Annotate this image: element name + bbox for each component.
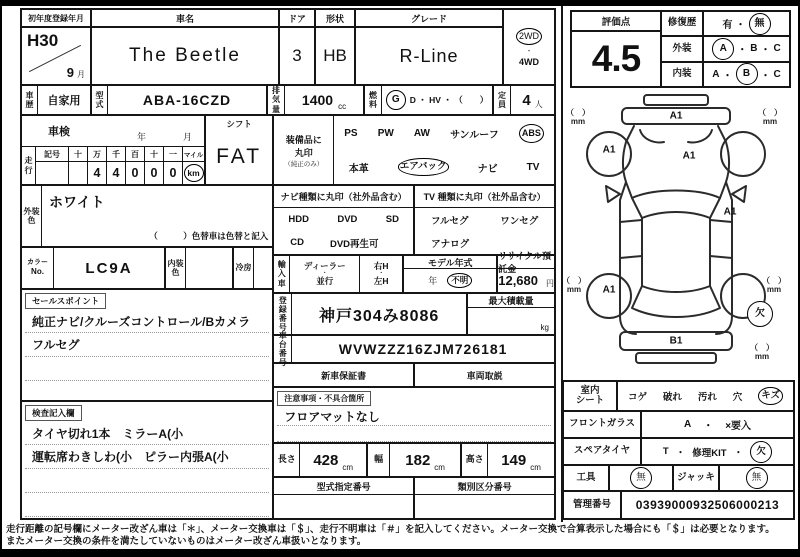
rating-box — [570, 10, 791, 88]
shift-cell — [206, 116, 272, 184]
equipment-label-sub: （純正のみ） — [284, 160, 324, 168]
vehicle-manual: 車両取説 — [466, 370, 503, 381]
warranty-book: 新車保証書 — [274, 364, 415, 386]
sales-point-line-2: フルセグ — [25, 333, 269, 357]
model-year-cell — [404, 256, 498, 292]
dot: ・ — [733, 447, 744, 459]
exterior-grade-row — [662, 37, 789, 62]
type-number-row — [274, 478, 554, 518]
shift-label: シフト — [226, 119, 252, 129]
car-name-label: 車名 — [92, 10, 278, 28]
tv-oneseg: ワンセグ — [500, 215, 539, 227]
score-value: 4.5 — [591, 38, 641, 79]
mileage-digit: 0 — [164, 162, 183, 184]
mm-mark-top-left: （ ） mm — [566, 108, 590, 126]
class-division-value — [415, 495, 554, 518]
shape-cell — [316, 10, 356, 84]
width-value: 182 — [405, 451, 431, 469]
import-dot: ・ — [321, 270, 328, 277]
recycle-unit: 円 — [546, 279, 554, 288]
capacity-cell — [511, 86, 554, 114]
interior-grade-c: C — [773, 68, 781, 80]
capacity-unit: 人 — [534, 100, 543, 109]
management-number-value: 03939000932506000213 — [635, 498, 780, 512]
equip-sunroof: サンルーフ — [450, 129, 499, 141]
shaken-cell — [22, 116, 204, 147]
equip-leather: 本革 — [348, 163, 369, 175]
mileage-col-1: 一 — [164, 147, 183, 161]
caution-block — [274, 388, 554, 444]
door-label: ドア — [280, 10, 314, 28]
dot: ・ — [675, 447, 686, 459]
color-change-note: （ ）色替車は色替と記入 — [149, 231, 269, 241]
drivetrain-cell — [504, 10, 554, 84]
equip-navi: ナビ — [477, 163, 498, 175]
exterior-grade-label: 外装 — [662, 37, 704, 60]
left-column — [22, 116, 274, 518]
mileage-digit — [69, 162, 88, 184]
color-no-label — [22, 248, 54, 288]
model-code-label: 型式 — [92, 86, 108, 114]
interior-condition-table — [562, 380, 795, 520]
displacement-label: 排気量 — [268, 86, 285, 114]
mileage-digit: 0 — [145, 162, 164, 184]
inspection-line-empty — [25, 493, 269, 517]
mm-mark-top-right: （ ） mm — [758, 108, 782, 126]
spare-tire-row — [564, 439, 793, 466]
mileage-col-1k: 千 — [107, 147, 126, 161]
equipment-row-1 — [334, 116, 554, 150]
color-number-row — [22, 248, 272, 290]
dot: ・ — [722, 70, 733, 82]
inspection-notes-block — [22, 402, 272, 518]
mm-mark-mid-left: （ ） mm — [562, 276, 586, 294]
equip-aw: AW — [413, 127, 430, 139]
equipment-label-cell — [274, 116, 334, 184]
sales-point-line-1: 純正ナビ/クルーズコントロール/Bカメラ — [25, 310, 269, 333]
tv-fullseg: フルセグ — [430, 215, 469, 227]
scan-left-edge — [0, 0, 2, 557]
mileage-unit-mile: マイル — [183, 151, 204, 159]
equip-pw: PW — [377, 127, 394, 139]
inspection-line-2: 運転席わきしわ(小 ピラー内張A(小 — [25, 445, 269, 469]
interior-grade-b-circled: B — [736, 63, 758, 85]
car-name-value: The Beetle — [129, 45, 241, 66]
first-registration-cell — [22, 10, 92, 84]
color-no-label-kana: カラー — [27, 259, 48, 267]
interior-grade-label: 内装 — [662, 63, 704, 86]
mark-a1-rear-left-wheel: A1 — [602, 284, 616, 296]
import-handle-cell — [360, 256, 404, 292]
footer-line-1: 走行距離の記号欄にメーター改ざん車は「＊」、メーター交換車は「＄」、走行不明車は「＃」を記入してください。メーター交換で合算表示した場合にも「＄」は必要となります。 — [6, 524, 775, 535]
type-headers-row — [274, 186, 554, 208]
shaken-mileage-block — [22, 116, 272, 186]
length-label: 長さ — [274, 444, 300, 476]
drivetrain-2wd-circled: 2WD — [516, 28, 542, 45]
footer-notes — [6, 524, 796, 548]
documents-row — [274, 364, 554, 388]
payload-unit: kg — [540, 323, 549, 332]
displacement-cell — [285, 86, 365, 114]
mileage-unit-km-circled: km — [184, 164, 204, 182]
length-unit: cm — [342, 463, 354, 472]
door-value: 3 — [292, 46, 302, 65]
drivetrain-dot: ・ — [525, 47, 533, 55]
model-year-label: モデル年式 — [404, 256, 496, 269]
displacement-value: 1400 — [301, 92, 334, 108]
interior-grade-a: A — [712, 68, 720, 80]
spare-repair-kit: 修理KIT — [692, 447, 727, 459]
equipment-row-2 — [334, 150, 554, 184]
mileage-col-100k: 十 — [69, 147, 88, 161]
tv-type-header: TV 種類に丸印（社外品含む） — [423, 192, 546, 202]
mileage-col-symbol: 記号 — [36, 147, 69, 161]
mileage-label: 走行 — [22, 147, 36, 184]
navi-type-header: ナビ種類に丸印（社外品含む） — [274, 186, 415, 207]
mark-a1-front-left-wheel: A1 — [602, 144, 616, 156]
fuel-cell — [382, 86, 494, 114]
inspection-line-empty — [25, 469, 269, 493]
mark-a1-front-bumper: A1 — [669, 110, 683, 122]
repair-no-circled: 無 — [749, 13, 771, 35]
equip-ps: PS — [344, 127, 358, 139]
length-value: 428 — [313, 451, 339, 469]
seat-scratch-circled: キズ — [758, 387, 783, 405]
displacement-unit: cc — [338, 102, 347, 111]
caution-tag: 注意事項・不具合箇所 — [277, 391, 371, 406]
scan-bottom-bar — [0, 549, 800, 557]
inspection-notes-tag: 検査記入欄 — [25, 405, 82, 421]
spare-t: T — [662, 446, 669, 457]
navi-hdd: HDD — [288, 214, 309, 225]
repair-yes: 有 — [722, 20, 733, 32]
chassis-row — [274, 330, 554, 368]
equip-tv: TV — [526, 161, 540, 173]
seat-stain: 汚れ — [697, 392, 717, 403]
header-row — [22, 10, 554, 86]
sales-point-tag: セールスポイント — [25, 293, 106, 309]
import-dot: ・ — [378, 270, 385, 277]
navi-type-row-1 — [274, 208, 413, 231]
seat-label: 室内 シート — [564, 382, 618, 410]
import-right-h: 右H — [373, 260, 389, 271]
door-cell — [280, 10, 316, 84]
navi-dvd: DVD — [337, 214, 358, 225]
shape-value: HB — [323, 46, 347, 65]
seat-hole: 穴 — [732, 392, 743, 403]
interior-grade-row — [662, 63, 789, 86]
mileage-symbol-value — [36, 162, 69, 184]
management-number-row — [564, 492, 793, 518]
first-registration-value — [22, 28, 90, 84]
equip-airbag-circled: エアバック — [398, 158, 449, 176]
tools-label: 工具 — [564, 466, 610, 490]
caution-line-empty — [277, 426, 551, 442]
exterior-color-block — [22, 186, 272, 248]
dot: ・ — [735, 20, 746, 32]
windshield-replace-note: ×要入 — [725, 421, 752, 432]
import-dealer: ディーラー — [303, 260, 346, 271]
grade-label: グレード — [356, 10, 502, 28]
import-parallel: 並行 — [316, 276, 334, 287]
windshield-row — [564, 412, 793, 439]
grade-cell — [356, 10, 504, 84]
tools-row — [564, 466, 793, 492]
shaken-month-label: 月 — [182, 132, 192, 142]
dot: ・ — [760, 70, 771, 82]
mileage-value-row — [36, 162, 204, 184]
fuel-options: D ・ HV ・ （ ） — [409, 95, 489, 105]
mileage-digit: 0 — [126, 162, 145, 184]
seat-burn: コゲ — [627, 392, 647, 403]
fuel-label: 燃料 — [365, 86, 382, 114]
seat-tear: 破れ — [662, 392, 682, 403]
exterior-grade-a-circled: A — [712, 38, 734, 60]
sales-point-block — [22, 290, 272, 402]
equipment-label-1: 装備品に — [285, 134, 322, 145]
damage-diagram — [562, 90, 795, 378]
mileage-digit: 4 — [88, 162, 107, 184]
interior-color-label: 内装色 — [166, 248, 186, 288]
import-label: 輸入車 — [274, 256, 290, 292]
shape-label: 形状 — [316, 10, 354, 28]
management-number-label: 管理番号 — [564, 492, 622, 518]
tv-type-row-1 — [415, 208, 554, 231]
seat-row — [564, 382, 793, 412]
ac-value — [254, 248, 272, 288]
first-registration-label: 初年度登録年月 — [22, 10, 90, 28]
equipment-block — [274, 116, 554, 186]
sales-point-line-empty — [25, 357, 269, 381]
type-designation-value — [274, 495, 413, 518]
navi-dvd-play: DVD再生可 — [329, 238, 379, 250]
capacity-value: 4 — [522, 91, 531, 109]
shaken-year-label: 年 — [136, 132, 146, 142]
history-value: 自家用 — [38, 86, 92, 114]
spare-missing-circled: 欠 — [750, 441, 772, 463]
windshield-label: フロントガラス — [564, 412, 642, 437]
dot: ・ — [737, 45, 748, 57]
navi-cd: CD — [290, 237, 304, 248]
width-label: 幅 — [368, 444, 390, 476]
jack-none-circled: 無 — [746, 467, 768, 489]
exterior-grade-c: C — [773, 43, 781, 55]
mileage-col-100: 百 — [126, 147, 145, 161]
mileage-grid — [22, 147, 204, 184]
type-designation-label: 型式指定番号 — [274, 478, 413, 495]
inspection-line-1: タイヤ切れ1本 ミラーA(小 — [25, 422, 269, 445]
dot: ・ — [703, 421, 714, 432]
recycle-value: 12,680 — [498, 273, 538, 288]
registration-label: 登録番号 — [274, 294, 292, 334]
model-code-value: ABA-16CZD — [108, 86, 268, 114]
navi-sd: SD — [385, 214, 399, 225]
sales-point-line-empty — [25, 381, 269, 400]
height-unit: cm — [530, 463, 541, 472]
mark-a1-hood: A1 — [682, 150, 696, 162]
mm-mark-bottom-right: （ ） mm — [750, 343, 774, 361]
import-left-h: 左H — [373, 276, 389, 287]
car-name-cell — [92, 10, 280, 84]
height-label: 高さ — [462, 444, 488, 476]
mileage-col-10: 十 — [145, 147, 164, 161]
caution-line-1: フロアマットなし — [277, 407, 551, 426]
scan-top-bar — [0, 0, 800, 6]
chassis-value: WVWZZZ16ZJM726181 — [338, 341, 508, 357]
exterior-color-label: 外装色 — [22, 186, 42, 246]
dimensions-row — [274, 444, 554, 478]
payload-cell — [468, 294, 554, 334]
recycle-label: リサイクル預託金 — [498, 256, 554, 269]
mileage-col-10k: 万 — [88, 147, 107, 161]
mm-mark-mid-right: （ ） mm — [762, 276, 786, 294]
exterior-color-value: ホワイト — [49, 194, 105, 210]
spec-row — [22, 86, 554, 116]
repair-history-row — [662, 12, 789, 37]
shaken-label: 車検 — [48, 126, 70, 138]
color-no-label-no: No. — [31, 267, 44, 277]
score-label: 評価点 — [572, 12, 660, 32]
capacity-label: 定員 — [494, 86, 511, 114]
footer-line-2: またメーター交換の条件を満たしていないものはメーター改ざん車扱いとなります。 — [6, 535, 367, 547]
payload-label: 最大積載量 — [468, 294, 554, 308]
spare-tire-label: スペアタイヤ — [564, 439, 642, 464]
reg-month: 9 — [66, 65, 74, 80]
import-dealer-cell — [290, 256, 360, 292]
import-row — [274, 251, 554, 294]
grade-value: R-Line — [399, 45, 459, 66]
ac-label: 冷房 — [234, 248, 254, 288]
tv-analog: アナログ — [431, 238, 470, 250]
mileage-header-row — [36, 147, 204, 162]
tools-none-circled: 無 — [630, 467, 652, 489]
exterior-grade-b: B — [750, 43, 758, 55]
history-label: 車歴 — [22, 86, 38, 114]
dot: ・ — [760, 45, 771, 57]
reg-year: H30 — [27, 31, 59, 50]
equipment-label-2: 丸印 — [294, 147, 313, 158]
height-value: 149 — [501, 451, 527, 469]
middle-column — [274, 116, 554, 518]
model-year-unknown-circled: 不明 — [447, 273, 472, 288]
registration-row — [274, 294, 554, 336]
width-unit: cm — [434, 463, 445, 472]
mark-a1-right-side: A1 — [723, 206, 737, 218]
interior-color-value — [186, 248, 234, 288]
mileage-digit: 4 — [107, 162, 126, 184]
class-division-label: 類別区分番号 — [415, 478, 554, 495]
repair-history-label: 修復歴 — [662, 12, 704, 35]
navi-type-row-2 — [274, 231, 413, 254]
recycle-cell — [498, 251, 554, 292]
registration-value: 神戸304み8086 — [292, 294, 468, 334]
windshield-grade-a: A — [683, 419, 692, 430]
shift-value: FAT — [216, 145, 263, 168]
mark-missing-part-circled: 欠 — [747, 301, 773, 327]
model-year-suffix: 年 — [428, 276, 438, 286]
jack-label: ジャッキ — [674, 466, 720, 490]
reg-month-suffix: 月 — [77, 70, 85, 79]
equip-abs-circled: ABS — [519, 124, 544, 143]
color-no-value: LC9A — [54, 248, 166, 288]
mark-b1-rear-bumper: B1 — [669, 335, 683, 347]
main-spec-table — [20, 8, 556, 520]
fuel-gasoline-circled: G — [386, 90, 406, 110]
chassis-label: 車台番号 — [274, 336, 292, 362]
drivetrain-4wd: 4WD — [519, 56, 539, 67]
